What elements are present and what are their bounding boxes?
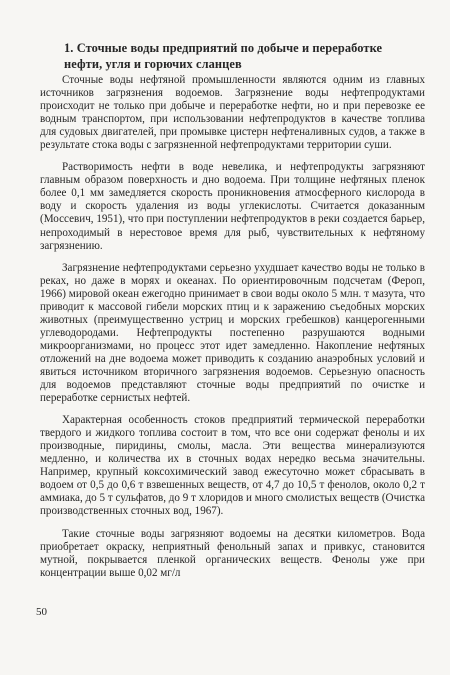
- section-heading: 1. Сточные воды предприятий по добыче и переработке нефти, угля и горючих сланцев: [64, 41, 383, 71]
- paragraph-2: Растворимость нефти в воде невелика, и нефтепродукты загрязняют главным образом поверхность и дно водоема. При толщине нефтяных пленок более 0,1 мм замедляется скорость проникновения атмосферного кислорода в воду и скорость удаления из воды углекислоты. Считается доказанным (Моссевич, 1951), что при поступлении нефтепродуктов в реки создается барьер, непроходимый в нерестовое время для рыб, чувствительных к нефтяному загрязнению.: [40, 161, 425, 252]
- paragraph-4: Характерная особенность стоков предприятий термической переработки твердого и жидкого топлива состоит в том, что все они содержат фенолы и их производные, пиридины, смолы, масла. Эти вещества минерализуются медленно, и количества их в сточных водах нередко весьма значительны. Например, крупный коксохимический завод ежесуточно может сбрасывать в водоем от 0,5 до 0,6 т взвешенных веществ, от 4,7 до 10,5 т фенолов, около 0,2 т аммиака, до 5 т сульфатов, до 9 т хлоридов и много смолистых веществ (Очистка производственных сточных вод, 1967).: [40, 414, 425, 518]
- paragraph-5: Такие сточные воды загрязняют водоемы на десятки километров. Вода приобретает окраску, неприятный фенольный запах и привкус, становится мутной, покрывается пленкой органических веществ. Фенолы уже при концентрации выше 0,02 мг/л: [40, 527, 425, 579]
- paragraph-1: Сточные воды нефтяной промышленности являются одним из главных источников загрязнения водоемов. Загрязнение воды нефтепродуктами происходит не только при добыче и переработке нефти, но и при перевозке ее водным транспортом, при использовании нефтепродуктов в качестве топлива для судовых двигателей, при промывке цистерн нефтеналивных судов, а также в результате стока воды с загрязненной нефтепродуктами территории суши.: [40, 74, 425, 152]
- paragraph-3: Загрязнение нефтепродуктами серьезно ухудшает качество воды не только в реках, но даже в морях и океанах. По ориентировочным подсчетам (Фероп, 1966) мировой океан ежегодно принимает в свои воды около 5 млн. т мазута, что приводит к массовой гибели морских птиц и к заражению съедобных морских животных (преимущественно устриц и морских гребешков) канцерогенными углеводородами. Нефтепродукты постепенно разрушаются водными микроорганизмами, но процесс этот идет замедленно. Накопление нефтяных отложений на дне водоема может приводить к созданию анаэробных условий и явиться источником вторичного загрязнения водоемов. Серьезную опасность для водоемов представляют сточные воды предприятий по очистке и переработке сернистых нефтей.: [40, 261, 425, 405]
- page-number: 50: [36, 606, 47, 618]
- body-text: [40, 74, 425, 580]
